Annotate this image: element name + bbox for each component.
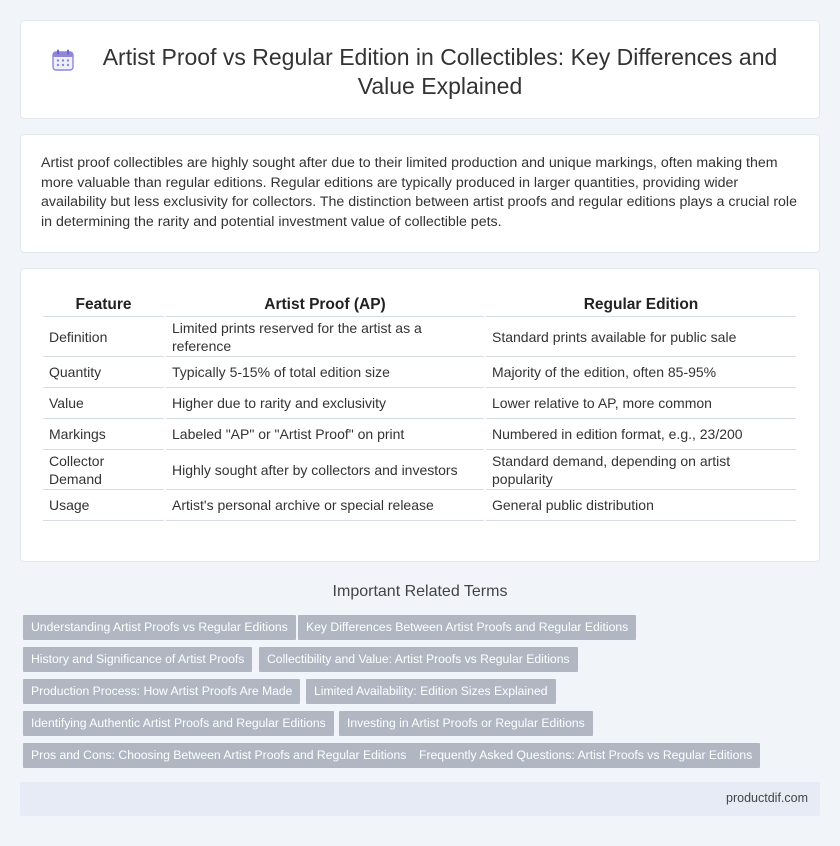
related-tag-link[interactable]: Understanding Artist Proofs vs Regular Editions [23,615,296,640]
table-cell-regular-edition: Standard prints available for public sale [486,317,796,357]
table-cell-regular-edition: Standard demand, depending on artist popularity [486,450,796,490]
table-cell-feature: Definition [43,317,164,357]
table-row [43,450,796,490]
footer-bar [20,782,820,816]
related-tag-link[interactable]: Identifying Authentic Artist Proofs and Regular Editions [23,711,334,736]
related-tag-link[interactable]: Frequently Asked Questions: Artist Proofs vs Regular Editions [411,743,760,768]
table-cell-feature: Quantity [43,357,164,388]
table-cell-artist-proof: Highly sought after by collectors and investors [166,450,484,490]
table-cell-artist-proof: Artist's personal archive or special release [166,490,484,521]
table-cell-feature: Markings [43,419,164,450]
table-cell-regular-edition: Majority of the edition, often 85-95% [486,357,796,388]
header-card [20,20,820,119]
table-cell-artist-proof: Typically 5-15% of total edition size [166,357,484,388]
table-header-feature: Feature [43,291,164,317]
table-header-artist-proof: Artist Proof (AP) [166,291,484,317]
page-title: Artist Proof vs Regular Edition in Collectibles: Key Differences and Value Explained [102,44,778,99]
table-cell-artist-proof: Limited prints reserved for the artist as a reference [166,317,484,357]
table-cell-feature: Value [43,388,164,419]
table-header-row [43,291,796,317]
table-cell-artist-proof: Higher due to rarity and exclusivity [166,388,484,419]
related-tag-link[interactable]: Pros and Cons: Choosing Between Artist Proofs and Regular Editions [23,743,414,768]
related-terms-title: Important Related Terms [332,583,508,600]
table-cell-feature: Collector Demand [43,450,164,490]
intro-card [20,134,820,253]
table-row [43,317,796,357]
table-row [43,490,796,521]
related-tag-link[interactable]: Investing in Artist Proofs or Regular Editions [339,711,593,736]
related-tag-link[interactable]: Key Differences Between Artist Proofs and Regular Editions [298,615,636,640]
table-cell-feature: Usage [43,490,164,521]
header-title-wrap [61,43,799,101]
table-cell-regular-edition: General public distribution [486,490,796,521]
related-tag-link[interactable]: Limited Availability: Edition Sizes Explained [306,679,556,704]
table-cell-artist-proof: Labeled "AP" or "Artist Proof" on print [166,419,484,450]
table-row [43,388,796,419]
table-header-regular-edition: Regular Edition [486,291,796,317]
table-row [43,419,796,450]
comparison-table [41,291,798,521]
related-tag-link[interactable]: History and Significance of Artist Proofs [23,647,252,672]
comparison-table-card [20,268,820,562]
table-cell-regular-edition: Lower relative to AP, more common [486,388,796,419]
table-cell-regular-edition: Numbered in edition format, e.g., 23/200 [486,419,796,450]
footer-site-name: productdif.com [726,791,808,805]
intro-paragraph: Artist proof collectibles are highly sought after due to their limited production and unique markings, often making them more valuable than regular editions. Regular editions are typically produced in larger quantities, providing wider availability but less exclusivity for collectors. The distinction between artist proofs and regular editions plays a crucial role in determining the rarity and potential investment value of collectible pets. [41,155,797,230]
related-tag-link[interactable]: Collectibility and Value: Artist Proofs vs Regular Editions [259,647,578,672]
related-tag-link[interactable]: Production Process: How Artist Proofs Are Made [23,679,300,704]
table-row [43,357,796,388]
